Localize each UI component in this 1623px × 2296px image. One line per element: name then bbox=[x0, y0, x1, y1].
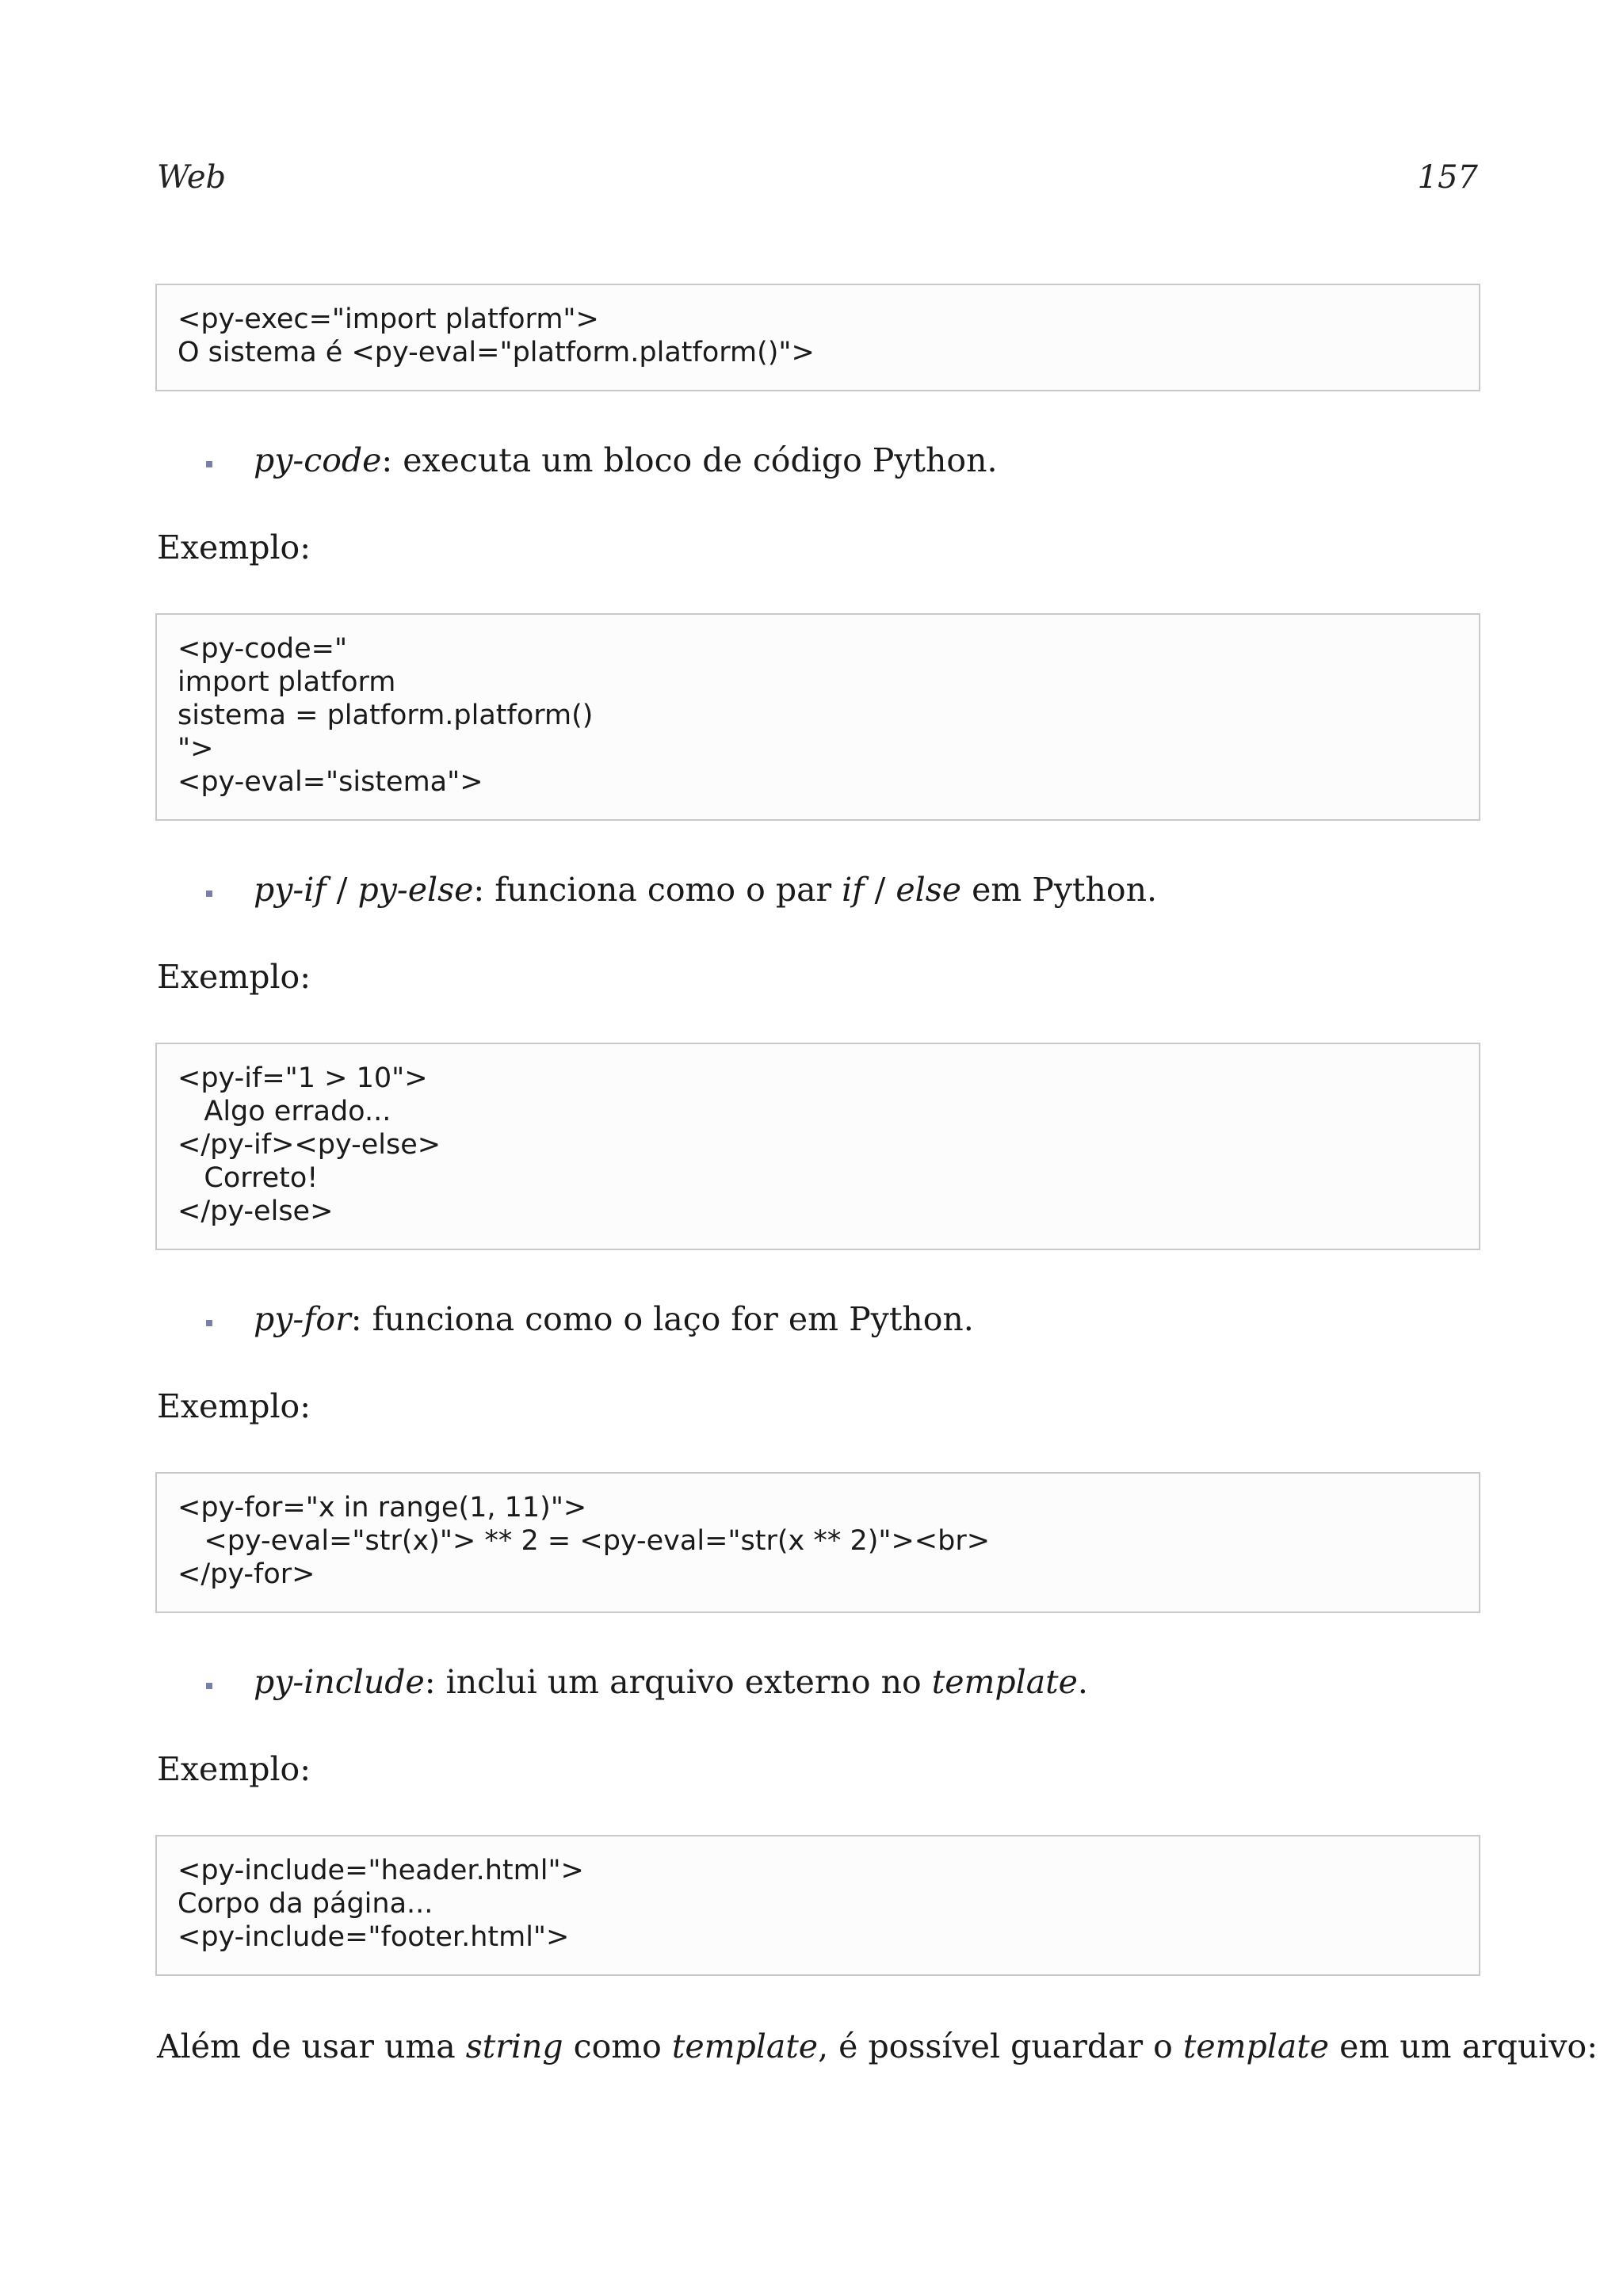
code-line: <py-include="footer.html"> bbox=[178, 1921, 570, 1953]
code-block-py-if bbox=[155, 1043, 1480, 1250]
bullet-square-icon bbox=[206, 461, 212, 467]
code-block-py-code bbox=[155, 613, 1480, 821]
example-label: Exemplo: bbox=[157, 528, 311, 566]
code-line: "> bbox=[178, 733, 214, 765]
code-line: <py-code=" bbox=[178, 633, 348, 665]
code-line: Algo errado... bbox=[178, 1096, 391, 1127]
example-label: Exemplo: bbox=[157, 1750, 311, 1788]
bullet-square-icon bbox=[206, 1683, 212, 1689]
code-line: sistema = platform.platform() bbox=[178, 700, 594, 731]
code-line: <py-eval="str(x)"> ** 2 = <py-eval="str(x ** 2)"><br> bbox=[178, 1525, 991, 1557]
example-label: Exemplo: bbox=[157, 958, 311, 996]
code-line: <py-eval="sistema"> bbox=[178, 766, 483, 798]
code-block-py-exec bbox=[155, 284, 1480, 391]
code-line: <py-exec="import platform"> bbox=[178, 303, 599, 335]
code-line: </py-else> bbox=[178, 1196, 334, 1227]
bullet-square-icon bbox=[206, 891, 212, 897]
code-block-py-include bbox=[155, 1835, 1480, 1976]
bullet-text: py-if / py-else: funciona como o par if / else em Python. bbox=[254, 871, 1158, 909]
code-line: <py-include="header.html"> bbox=[178, 1855, 584, 1886]
bullet-text: py-include: inclui um arquivo externo no template. bbox=[254, 1663, 1088, 1701]
code-line: Correto! bbox=[178, 1162, 319, 1194]
bullet-text: py-code: executa um bloco de código Python. bbox=[254, 441, 998, 479]
code-line: <py-if="1 > 10"> bbox=[178, 1062, 428, 1094]
bullet-square-icon bbox=[206, 1320, 212, 1326]
code-block-py-for bbox=[155, 1472, 1480, 1613]
bullet-text: py-for: funciona como o laço for em Python. bbox=[254, 1300, 974, 1338]
code-line: O sistema é <py-eval="platform.platform()"> bbox=[178, 337, 815, 368]
closing-paragraph: Além de usar uma string como template, é possível guardar o template em um arquivo: bbox=[157, 2027, 1598, 2065]
page-number: 157 bbox=[1417, 159, 1478, 196]
example-label: Exemplo: bbox=[157, 1387, 311, 1425]
code-line: </py-for> bbox=[178, 1558, 315, 1590]
code-line: <py-for="x in range(1, 11)"> bbox=[178, 1492, 587, 1524]
code-line: </py-if><py-else> bbox=[178, 1129, 441, 1161]
code-line: Corpo da página... bbox=[178, 1888, 433, 1920]
running-header-section: Web bbox=[157, 159, 227, 196]
code-line: import platform bbox=[178, 666, 396, 698]
